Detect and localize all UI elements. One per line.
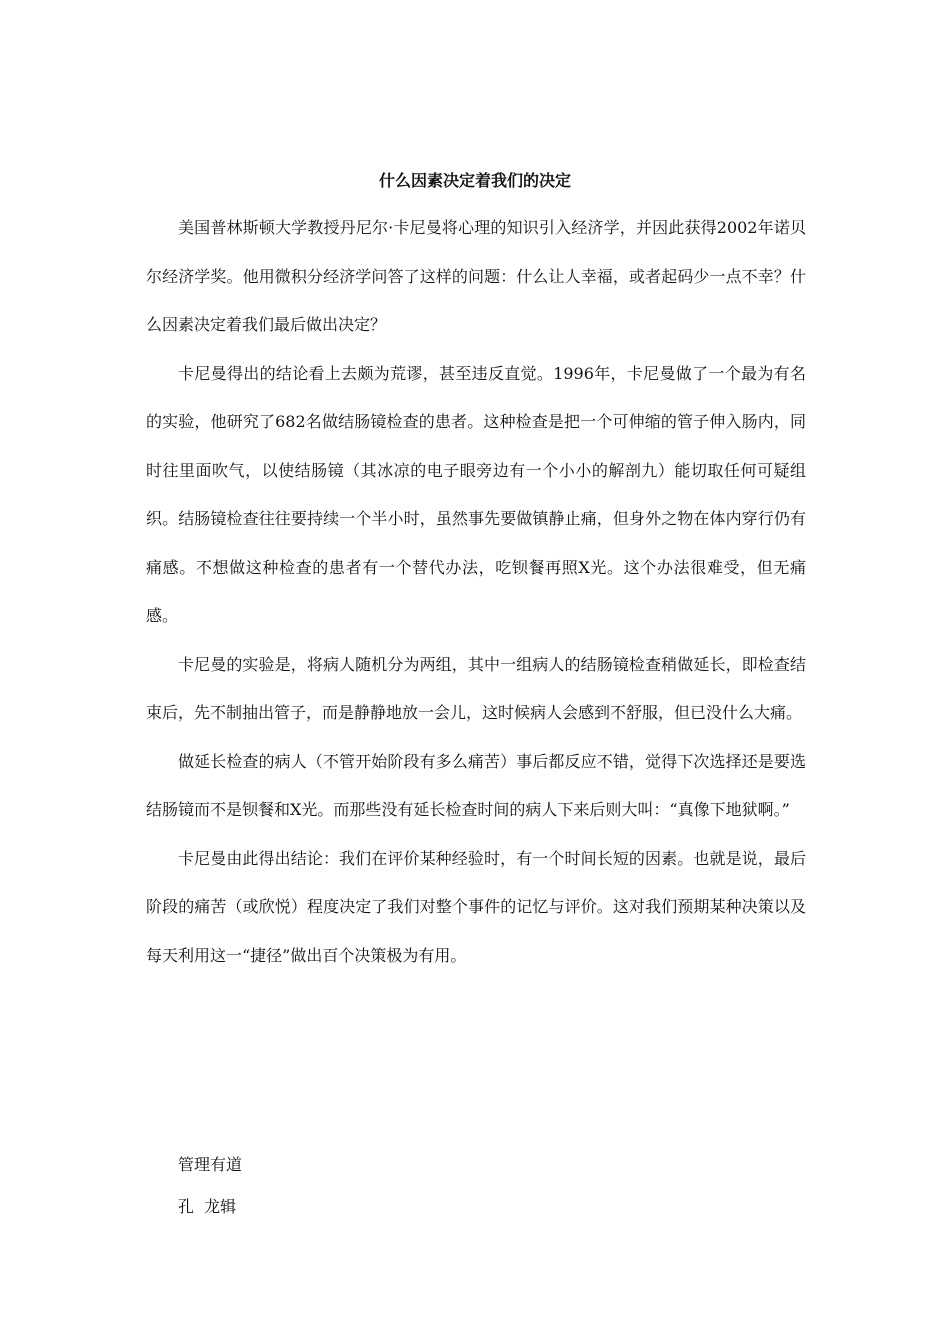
signature-editor: 孔 龙辑 bbox=[178, 1197, 237, 1216]
document-body bbox=[146, 204, 806, 980]
paragraph-1: 美国普林斯顿大学教授丹尼尔·卡尼曼将心理的知识引入经济学，并因此获得2002年诺贝尔经济学奖。他用微积分经济学问答了这样的问题：什么让人幸福，或者起码少一点不幸？什么因素决定着我们最后做出决定？ bbox=[146, 218, 806, 334]
document-title: 什么因素决定着我们的决定 bbox=[378, 171, 571, 190]
paragraph-4: 做延长检查的病人（不管开始阶段有多么痛苦）事后都反应不错，觉得下次选择还是要选结肠镜而不是钡餐和X光。而那些没有延长检查时间的病人下来后则大叫：“真像下地狱啊。” bbox=[146, 751, 806, 819]
paragraph-5: 卡尼曼由此得出结论：我们在评价某种经验时，有一个时间长短的因素。也就是说，最后阶段的痛苦（或欣悦）程度决定了我们对整个事件的记忆与评价。这对我们预期某种决策以及每天利用这一“捷径”做出百个决策极为有用。 bbox=[146, 848, 806, 965]
paragraph-3: 卡尼曼的实验是，将病人随机分为两组，其中一组病人的结肠镜检查稍做延长，即检查结束后，先不制抽出管子，而是静静地放一会儿，这时候病人会感到不舒服，但已没什么大痛。 bbox=[146, 654, 806, 722]
paragraph-2: 卡尼曼得出的结论看上去颇为荒谬，甚至违反直觉。1996年，卡尼曼做了一个最为有名的实验，他研究了682名做结肠镜检查的患者。这种检查是把一个可伸缩的管子伸入肠内，同时往里面吹气，以使结肠镜（其冰凉的电子眼旁边有一个小小的解剖九）能切取任何可疑组织。结肠镜检查往往要持续一个半小时，虽然事先要做镇静止痛，但身外之物在体内穿行仍有痛感。不想做这种检查的患者有一个替代办法，吃钡餐再照X光。这个办法很难受，但无痛感。 bbox=[146, 363, 806, 625]
signature-source: 管理有道 bbox=[178, 1155, 243, 1174]
